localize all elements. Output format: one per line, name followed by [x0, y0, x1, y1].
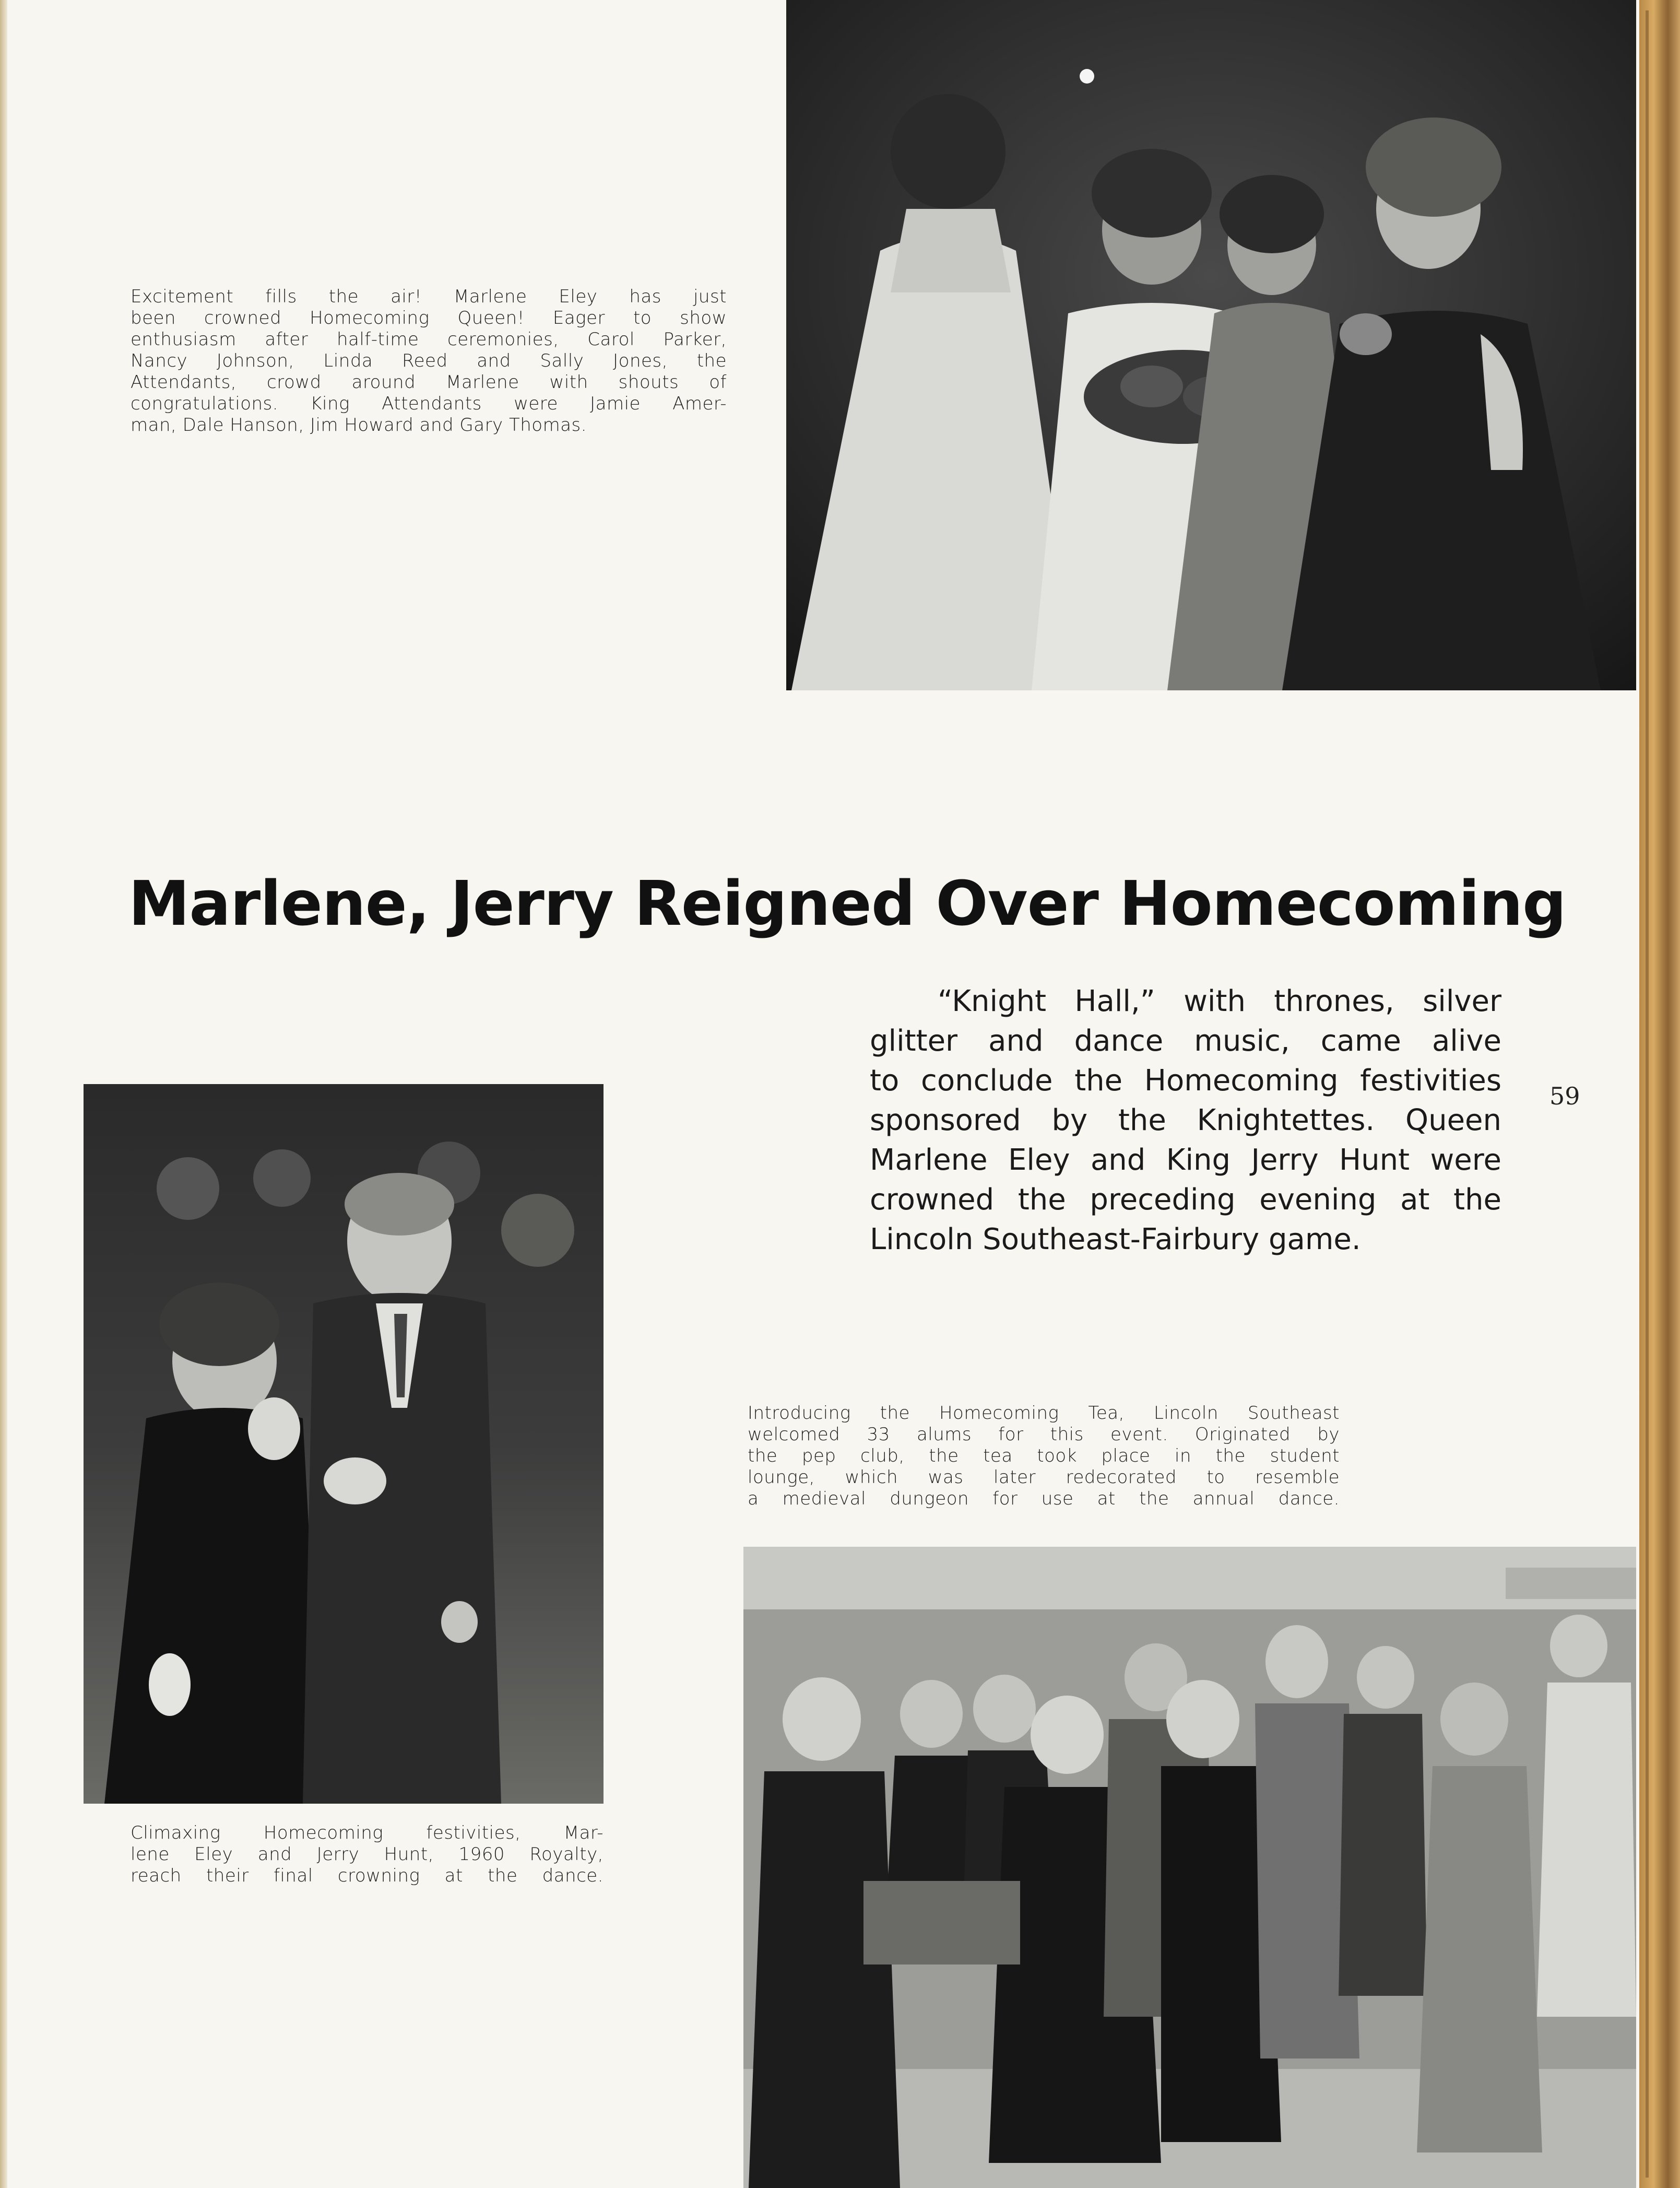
page-number: 59 [1549, 1082, 1580, 1110]
body-line: glitter and dance music, came alive [870, 1024, 1501, 1058]
caption-line: lounge, which was later redecorated to resemble [748, 1467, 1340, 1488]
caption-line: Introducing the Homecoming Tea, Lincoln Southeast [748, 1403, 1340, 1424]
body-line: Lincoln Southeast-Fairbury game. [870, 1222, 1361, 1256]
body-line: sponsored by the Knightettes. Queen [870, 1103, 1501, 1137]
body-line: Marlene Eley and King Jerry Hunt were [870, 1143, 1501, 1177]
caption-line: lene Eley and Jerry Hunt, 1960 Royalty, [131, 1844, 604, 1865]
caption-line: congratulations. King Attendants were Jamie Amer- [131, 393, 727, 414]
caption-line: been crowned Homecoming Queen! Eager to show [131, 308, 727, 328]
page-left-edge [0, 0, 7, 2188]
caption-line: a medieval dungeon for use at the annual dance. [748, 1488, 1340, 1509]
caption-line: the pep club, the tea took place in the student [748, 1445, 1340, 1466]
article-headline: Marlene, Jerry Reigned Over Homecoming [128, 867, 1566, 939]
caption-line: Nancy Johnson, Linda Reed and Sally Jones, the [131, 350, 727, 371]
caption-royalty-couple [131, 1822, 604, 1887]
caption-homecoming-tea [748, 1403, 1340, 1510]
caption-line: reach their final crowning at the dance. [131, 1865, 604, 1886]
body-line: crowned the preceding evening at the [870, 1183, 1501, 1217]
photo-queen-attendants [786, 0, 1636, 690]
caption-line: Excitement fills the air! Marlene Eley has just [131, 286, 727, 307]
body-line: to conclude the Homecoming festivities [870, 1064, 1501, 1098]
body-line: “Knight Hall,” with thrones, silver [938, 984, 1501, 1018]
caption-line: enthusiasm after half-time ceremonies, Carol Parker, [131, 329, 727, 350]
caption-queen-attendants [131, 286, 727, 436]
photo-royalty-couple [84, 1084, 604, 1804]
caption-line: Attendants, crowd around Marlene with shouts of [131, 372, 727, 393]
article-body [870, 982, 1501, 1260]
binding-crease [1646, 10, 1649, 2178]
caption-line: man, Dale Hanson, Jim Howard and Gary Thomas. [131, 415, 587, 436]
photo-homecoming-tea [743, 1547, 1636, 2188]
caption-line: Climaxing Homecoming festivities, Mar- [131, 1822, 604, 1843]
caption-line: welcomed 33 alums for this event. Originated by [748, 1424, 1340, 1445]
